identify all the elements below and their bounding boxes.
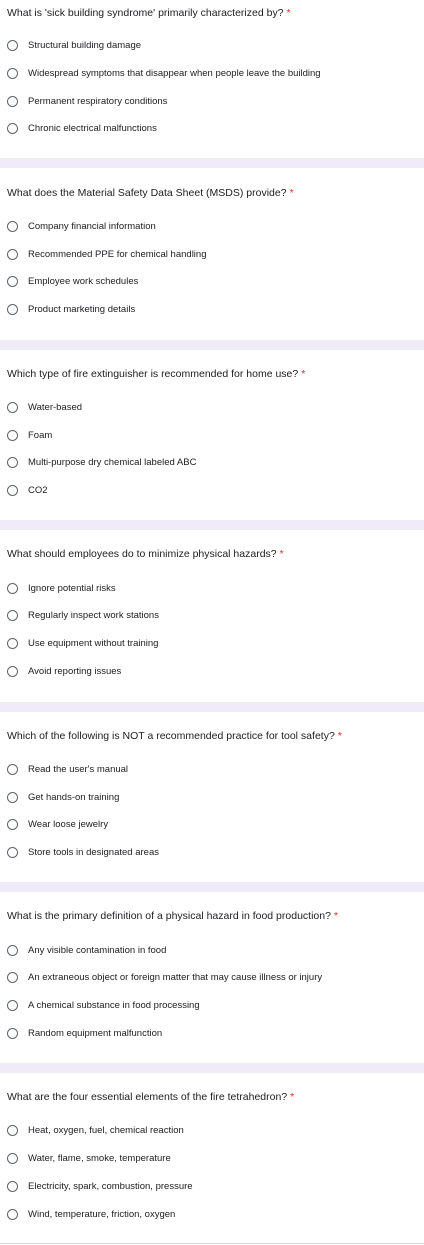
radio-option[interactable] [7,1206,175,1222]
radio-option[interactable] [7,37,141,53]
option-label: Employee work schedules [28,275,139,287]
option-label: Recommended PPE for chemical handling [28,248,207,260]
radio-button[interactable] [7,1125,18,1136]
option-label: Store tools in designated areas [28,846,159,858]
section-separator [0,158,424,168]
radio-button[interactable] [7,1181,18,1192]
section-separator [0,340,424,350]
radio-option[interactable] [7,1025,162,1041]
radio-option[interactable] [7,663,121,679]
radio-option[interactable] [7,789,119,805]
question-title: What are the four essential elements of the fire tetrahedron? * [7,1091,295,1103]
radio-option[interactable] [7,93,167,109]
question-card-5 [0,712,424,882]
section-separator [0,882,424,892]
radio-button[interactable] [7,96,18,107]
radio-option[interactable] [7,427,52,443]
radio-button[interactable] [7,1000,18,1011]
radio-button[interactable] [7,764,18,775]
option-label: Avoid reporting issues [28,665,122,677]
radio-button[interactable] [7,638,18,649]
question-title: What is 'sick building syndrome' primarily characterized by? * [7,7,291,19]
radio-button[interactable] [7,276,18,287]
radio-option[interactable] [7,844,159,860]
question-title: What does the Material Safety Data Sheet (MSDS) provide? * [7,187,294,199]
radio-option[interactable] [7,997,200,1013]
option-label: Heat, oxygen, fuel, chemical reaction [28,1124,184,1136]
required-marker: * [279,548,284,560]
required-marker: * [286,7,291,19]
required-marker: * [337,730,342,742]
radio-option[interactable] [7,218,156,234]
radio-option[interactable] [7,607,159,623]
question-card-7 [0,1073,424,1244]
question-title: Which type of fire extinguisher is recommended for home use? * [7,368,306,380]
option-label: Widespread symptoms that disappear when people leave the building [28,67,321,79]
radio-option[interactable] [7,1178,193,1194]
bottom-divider [0,1243,424,1244]
option-label: Company financial information [28,220,156,232]
question-title: Which of the following is NOT a recommended practice for tool safety? * [7,730,342,742]
radio-option[interactable] [7,1150,171,1166]
section-separator [0,702,424,712]
radio-button[interactable] [7,457,18,468]
radio-button[interactable] [7,792,18,803]
question-card-6 [0,892,424,1063]
radio-button[interactable] [7,945,18,956]
radio-button[interactable] [7,485,18,496]
option-label: Water, flame, smoke, temperature [28,1152,171,1164]
radio-button[interactable] [7,610,18,621]
question-card-4 [0,530,424,702]
option-label: Water-based [28,401,83,413]
radio-option[interactable] [7,454,196,470]
section-separator [0,520,424,530]
option-label: Read the user's manual [28,763,129,775]
radio-option[interactable] [7,246,206,262]
option-label: Foam [28,429,53,441]
radio-option[interactable] [7,273,138,289]
radio-button[interactable] [7,666,18,677]
radio-option[interactable] [7,301,135,317]
radio-button[interactable] [7,1209,18,1220]
question-title: What should employees do to minimize physical hazards? * [7,548,284,560]
radio-option[interactable] [7,482,48,498]
radio-option[interactable] [7,65,321,81]
option-label: Get hands-on training [28,791,120,803]
radio-option[interactable] [7,1122,184,1138]
option-label: Ignore potential risks [28,582,116,594]
radio-option[interactable] [7,580,116,596]
radio-button[interactable] [7,1153,18,1164]
option-label: Product marketing details [28,303,136,315]
required-marker: * [301,368,306,380]
option-label: Structural building damage [28,39,142,51]
radio-option[interactable] [7,635,158,651]
option-label: Multi-purpose dry chemical labeled ABC [28,456,197,468]
option-label: Random equipment malfunction [28,1027,163,1039]
radio-option[interactable] [7,761,128,777]
question-card-3 [0,350,424,520]
required-marker: * [333,910,339,922]
option-label: Chronic electrical malfunctions [28,122,157,134]
radio-button[interactable] [7,972,18,983]
question-card-2 [0,168,424,340]
required-marker: * [290,1091,295,1103]
radio-button[interactable] [7,583,18,594]
radio-button[interactable] [7,249,18,260]
radio-button[interactable] [7,123,18,134]
radio-button[interactable] [7,221,18,232]
section-separator [0,1063,424,1073]
radio-option[interactable] [7,399,82,415]
radio-button[interactable] [7,68,18,79]
radio-button[interactable] [7,430,18,441]
option-label: An extraneous object or foreign matter that may cause illness or injury [28,971,323,983]
radio-option[interactable] [7,969,322,985]
question-title: What is the primary definition of a physical hazard in food production? * [7,910,339,922]
question-card-1 [0,0,424,158]
radio-option[interactable] [7,816,108,832]
radio-button[interactable] [7,40,18,51]
option-label: CO2 [28,484,48,496]
radio-button[interactable] [7,847,18,858]
radio-option[interactable] [7,942,166,958]
radio-button[interactable] [7,819,18,830]
option-label: A chemical substance in food processing [28,999,200,1011]
option-label: Wear loose jewelry [28,818,109,830]
radio-option[interactable] [7,120,157,136]
required-marker: * [289,187,294,199]
option-label: Regularly inspect work stations [28,609,159,621]
radio-button[interactable] [7,304,18,315]
option-label: Electricity, spark, combustion, pressure [28,1180,193,1192]
option-label: Any visible contamination in food [28,944,167,956]
radio-button[interactable] [7,402,18,413]
option-label: Permanent respiratory conditions [28,95,168,107]
option-label: Use equipment without training [28,637,159,649]
option-label: Wind, temperature, friction, oxygen [28,1208,176,1220]
radio-button[interactable] [7,1028,18,1039]
